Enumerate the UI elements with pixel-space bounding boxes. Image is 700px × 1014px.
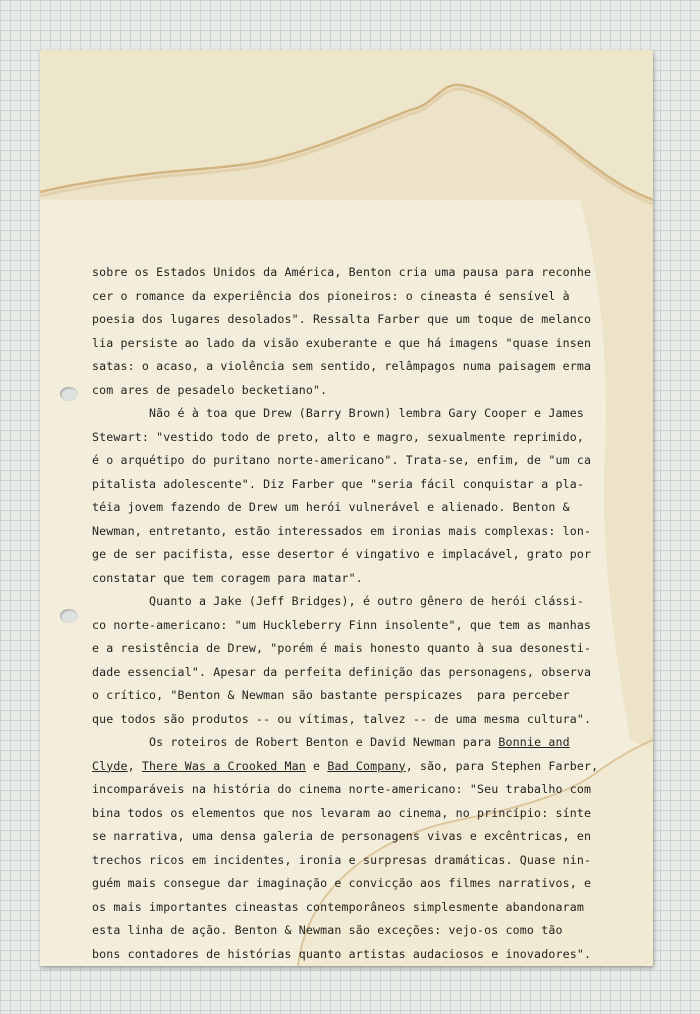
text-segment: se narrativa, uma densa galeria de personagens vivas e excêntricas, en bbox=[92, 829, 592, 843]
body-text bbox=[92, 261, 612, 966]
text-line bbox=[92, 614, 612, 638]
text-segment: constatar que tem coragem para matar". bbox=[92, 570, 363, 585]
text-line bbox=[92, 661, 612, 685]
text-segment: co norte-americano: "um Huckleberry Finn insolente", que tem as manhas bbox=[92, 617, 592, 632]
text-line bbox=[92, 943, 612, 967]
text-segment: satas: o acaso, a violência sem sentido, relâmpagos numa paisagem erma bbox=[92, 359, 592, 373]
text-segment: , são, para Stephen Farber, bbox=[405, 758, 599, 773]
text-line bbox=[92, 872, 612, 896]
text-segment: Os roteiros de Robert Benton e David Newman para bbox=[92, 735, 499, 749]
text-segment: com ares de pesadelo becketiano". bbox=[92, 382, 328, 397]
underlined-title: Clyde bbox=[92, 758, 128, 773]
text-line bbox=[92, 308, 612, 332]
text-line bbox=[92, 332, 612, 356]
text-line bbox=[92, 426, 612, 450]
text-line bbox=[92, 849, 612, 873]
text-segment: incomparáveis na história do cinema norte-americano: "Seu trabalho com bbox=[92, 782, 592, 796]
text-segment: é o arquétipo do puritano norte-americano". Trata-se, enfim, de "um ca bbox=[92, 453, 592, 467]
text-segment: e bbox=[305, 758, 328, 773]
text-segment: e a resistência de Drew, "porém é mais honesto quanto à sua desonesti- bbox=[92, 641, 592, 655]
text-segment: poesia dos lugares desolados". Ressalta Farber que um toque de melanco bbox=[92, 312, 592, 326]
text-segment: trechos ricos em incidentes, ironia e surpresas dramáticas. Quase nin- bbox=[92, 852, 592, 867]
text-segment: esta linha de ação. Benton & Newman são exceções: vejo-os como tão bbox=[92, 923, 563, 937]
underlined-title: Bad Company bbox=[327, 758, 406, 773]
text-line bbox=[92, 590, 612, 614]
text-line bbox=[92, 778, 612, 802]
text-segment: téia jovem fazendo de Drew um herói vulnerável e alienado. Benton & bbox=[92, 500, 570, 514]
text-line bbox=[92, 637, 612, 661]
punch-hole-bottom bbox=[60, 609, 78, 623]
text-segment: sobre os Estados Unidos da América, Benton cria uma pausa para reconhe bbox=[92, 265, 592, 279]
text-line bbox=[92, 802, 612, 826]
punch-hole-top bbox=[60, 387, 78, 401]
text-line bbox=[92, 825, 612, 849]
typewritten-page bbox=[40, 50, 653, 966]
underlined-title: Bonnie and bbox=[498, 735, 570, 749]
text-line bbox=[92, 567, 612, 591]
text-segment: o crítico, "Benton & Newman são bastante perspicazes para perceber bbox=[92, 688, 570, 702]
text-line bbox=[92, 449, 612, 473]
text-segment: ge de ser pacifista, esse desertor é vingativo e implacável, grato por bbox=[92, 547, 592, 561]
text-segment: os mais importantes cineastas contemporâneos simplesmente abandonaram bbox=[92, 899, 584, 914]
text-line bbox=[92, 919, 612, 943]
text-line bbox=[92, 285, 612, 309]
text-segment: Não é à toa que Drew (Barry Brown) lembra Gary Cooper e James bbox=[92, 406, 584, 420]
text-line bbox=[92, 543, 612, 567]
underlined-title: There Was a Crooked Man bbox=[141, 758, 306, 773]
text-line bbox=[92, 402, 612, 426]
text-segment: que todos são produtos -- ou vítimas, talvez -- de uma mesma cultura". bbox=[92, 711, 592, 726]
text-segment: bina todos os elementos que nos levaram ao cinema, no princípio: sínte bbox=[92, 805, 592, 820]
text-line bbox=[92, 379, 612, 403]
text-line bbox=[92, 896, 612, 920]
text-segment: bons contadores de histórias quanto artistas audaciosos e inovadores". bbox=[92, 946, 592, 961]
text-segment: pitalista adolescente". Diz Farber que "seria fácil conquistar a pla- bbox=[92, 476, 584, 491]
text-line bbox=[92, 684, 612, 708]
text-line bbox=[92, 520, 612, 544]
text-segment: lia persiste ao lado da visão exuberante e que há imagens "quase insen bbox=[92, 335, 592, 350]
text-segment: Quanto a Jake (Jeff Bridges), é outro gênero de herói clássi- bbox=[92, 594, 584, 608]
text-segment: Stewart: "vestido todo de preto, alto e magro, sexualmente reprimido, bbox=[92, 429, 584, 444]
text-line bbox=[92, 473, 612, 497]
text-line bbox=[92, 496, 612, 520]
text-line bbox=[92, 261, 612, 285]
text-line bbox=[92, 755, 612, 779]
text-segment: , bbox=[127, 758, 142, 773]
text-line bbox=[92, 355, 612, 379]
text-segment: Newman, entretanto, estão interessados em ironias mais complexas: lon- bbox=[92, 523, 592, 538]
text-segment: guém mais consegue dar imaginação e convicção aos filmes narrativos, e bbox=[92, 876, 592, 890]
text-line bbox=[92, 731, 612, 755]
text-line bbox=[92, 708, 612, 732]
text-segment: cer o romance da experiência dos pioneiros: o cineasta é sensível à bbox=[92, 288, 570, 303]
text-segment: dade essencial". Apesar da perfeita definição das personagens, observa bbox=[92, 664, 592, 679]
